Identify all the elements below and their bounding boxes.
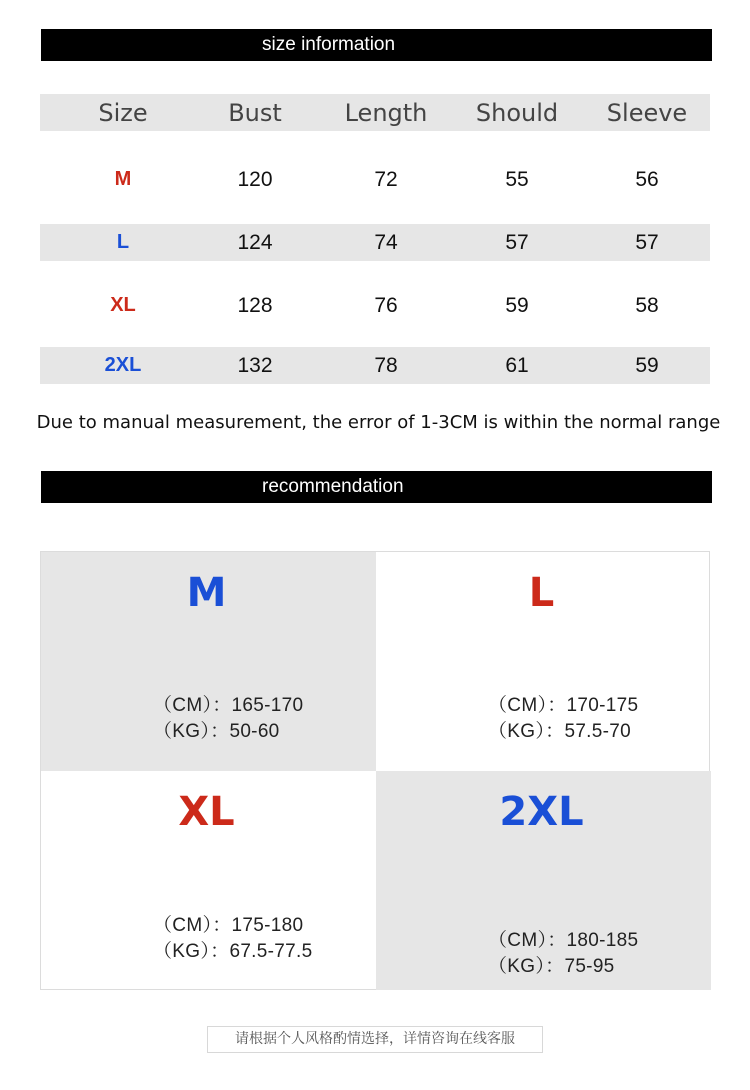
recommendation-card-m xyxy=(41,552,376,771)
card-size-label: XL xyxy=(178,789,235,835)
table-row xyxy=(40,161,710,198)
card-size-label: 2XL xyxy=(499,789,584,835)
table-row xyxy=(40,224,710,261)
table-row xyxy=(40,347,710,384)
size-information-header xyxy=(41,29,712,61)
row-sleeve: 58 xyxy=(635,293,659,317)
table-row xyxy=(40,287,710,324)
card-height-range: （CM）：170-175 xyxy=(488,695,639,716)
size-table-header xyxy=(40,94,710,131)
card-size-label: L xyxy=(528,570,555,616)
row-should: 59 xyxy=(505,293,529,317)
recommendation-header xyxy=(41,471,712,503)
col-header-size: Size xyxy=(98,98,148,127)
col-header-length: Length xyxy=(344,98,428,127)
footer-note: 请根据个人风格酌情选择，详情咨询在线客服 xyxy=(207,1026,543,1053)
row-should: 57 xyxy=(505,230,529,254)
row-should: 61 xyxy=(505,353,529,377)
row-size-label: M xyxy=(114,168,132,190)
recommendation-card-2xl xyxy=(376,771,711,990)
measurement-note: Due to manual measurement, the error of 1-3CM is within the normal range xyxy=(36,412,721,433)
recommendation-grid xyxy=(40,551,710,990)
recommendation-card-xl xyxy=(41,771,376,990)
card-weight-range: （KG）：50-60 xyxy=(153,721,280,742)
row-should: 55 xyxy=(505,167,529,191)
recommendation-title: recommendation xyxy=(262,476,404,497)
row-bust: 120 xyxy=(237,167,273,191)
col-header-bust: Bust xyxy=(228,98,282,127)
row-length: 74 xyxy=(374,230,398,254)
row-length: 76 xyxy=(374,293,398,317)
card-weight-range: （KG）：75-95 xyxy=(488,956,615,977)
row-length: 72 xyxy=(374,167,398,191)
row-length: 78 xyxy=(374,353,398,377)
row-bust: 124 xyxy=(237,230,273,254)
row-sleeve: 56 xyxy=(635,167,659,191)
recommendation-card-l xyxy=(376,552,711,771)
card-weight-range: （KG）：57.5-70 xyxy=(488,721,631,742)
card-height-range: （CM）：175-180 xyxy=(153,915,304,936)
card-size-label: M xyxy=(186,570,227,616)
col-header-should: Should xyxy=(475,98,559,127)
row-bust: 128 xyxy=(237,293,273,317)
card-height-range: （CM）：165-170 xyxy=(153,695,304,716)
row-size-label: L xyxy=(116,231,130,253)
row-size-label: 2XL xyxy=(104,354,142,376)
card-height-range: （CM）：180-185 xyxy=(488,930,639,951)
row-bust: 132 xyxy=(237,353,273,377)
card-weight-range: （KG）：67.5-77.5 xyxy=(153,941,313,962)
row-size-label: XL xyxy=(110,294,136,316)
size-information-title: size information xyxy=(262,34,396,55)
row-sleeve: 57 xyxy=(635,230,659,254)
row-sleeve: 59 xyxy=(635,353,659,377)
col-header-sleeve: Sleeve xyxy=(606,98,688,127)
